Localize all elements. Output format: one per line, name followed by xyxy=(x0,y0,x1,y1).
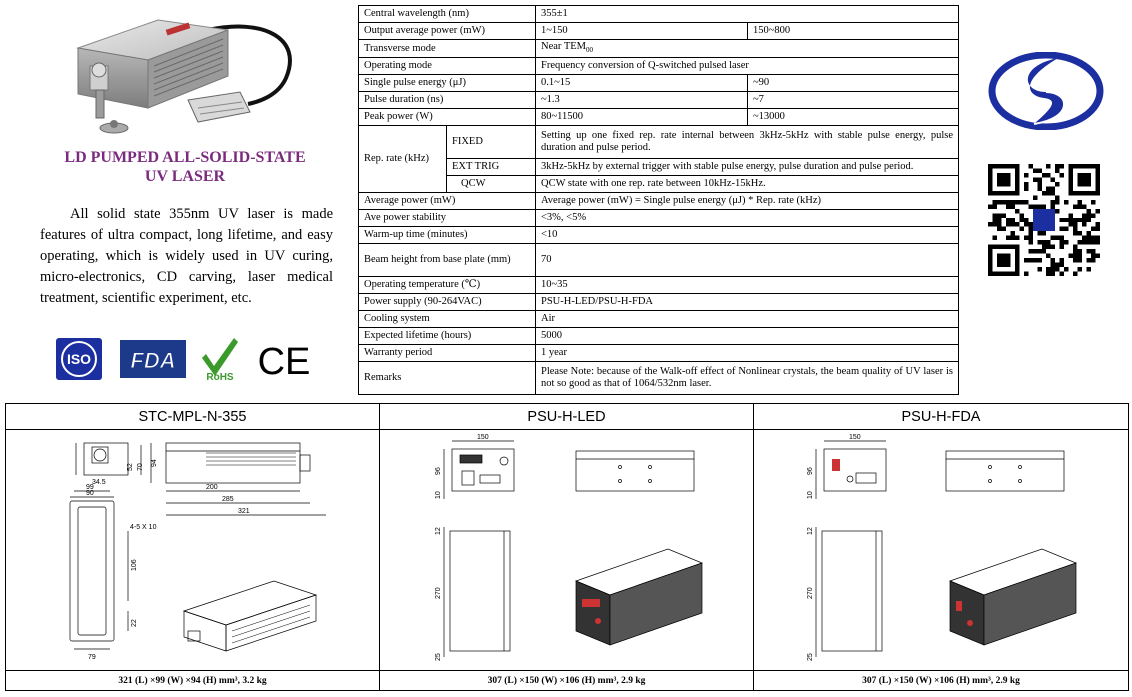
rep-rate-mode-label: QCW xyxy=(447,176,536,193)
iso-logo-icon xyxy=(56,338,102,380)
spec-label: Output average power (mW) xyxy=(359,23,536,40)
spec-value: 80~11500 xyxy=(536,109,748,126)
spec-label: Rep. rate (kHz) xyxy=(359,126,447,193)
dim-label: 150 xyxy=(849,434,861,441)
spec-value: 3kHz-5kHz by external trigger with stable pulse energy, pulse duration and pulse period. xyxy=(536,159,959,176)
dim-label: 79 xyxy=(88,654,96,661)
spec-value: 70 xyxy=(536,244,959,277)
dim-label: 52 xyxy=(127,463,134,471)
table-row xyxy=(359,40,959,58)
drawing-panel-laser xyxy=(6,404,380,690)
isometric-view xyxy=(184,581,316,651)
spec-label: Operating mode xyxy=(359,58,536,75)
psu-top-view xyxy=(822,531,882,651)
rep-rate-mode-label: FIXED xyxy=(447,126,536,159)
psu-side-view xyxy=(576,451,694,491)
table-row xyxy=(359,92,959,109)
psu-top-view xyxy=(450,531,510,651)
spec-value: Setting up one fixed rep. rate internal between 3kHz-5kHz with stable pulse energy, pulse duration and pulse period. xyxy=(536,126,959,159)
psu-side-view xyxy=(946,451,1064,491)
spec-label: Cooling system xyxy=(359,311,536,328)
drawing-title: PSU-H-FDA xyxy=(754,404,1128,430)
drawing-panel-psu-fda xyxy=(754,404,1128,690)
table-row xyxy=(359,294,959,311)
spec-label: Peak power (W) xyxy=(359,109,536,126)
drawing-footer: 321 (L) ×99 (W) ×94 (H) mm³, 3.2 kg xyxy=(6,670,379,690)
product-title-line2: UV LASER xyxy=(144,168,226,185)
spec-value: Air xyxy=(536,311,959,328)
tem-subscript: 00 xyxy=(586,46,593,55)
spec-label: Power supply (90-264VAC) xyxy=(359,294,536,311)
dim-label: 4-5 X 10 xyxy=(130,524,157,531)
drawing-panel-psu-led xyxy=(380,404,754,690)
psu-led-dimension-drawing xyxy=(380,431,754,669)
product-title-line1: LD PUMPED ALL-SOLID-STATE xyxy=(64,149,306,166)
dim-label: 90 xyxy=(86,490,94,497)
table-row xyxy=(359,159,959,176)
dim-label: 25 xyxy=(435,653,442,661)
dim-label: 96 xyxy=(435,467,442,475)
dim-label: 10 xyxy=(807,491,814,499)
table-row xyxy=(359,58,959,75)
spec-value: ~1.3 xyxy=(536,92,748,109)
drawing-title: PSU-H-LED xyxy=(380,404,753,430)
spec-value: 355±1 xyxy=(536,6,959,23)
spec-value: 5000 xyxy=(536,328,959,345)
spec-value: ~13000 xyxy=(748,109,959,126)
fda-logo-icon xyxy=(120,340,186,378)
table-row xyxy=(359,345,959,362)
laser-dimension-drawing xyxy=(6,431,380,669)
table-row xyxy=(359,176,959,193)
drawing-footer: 307 (L) ×150 (W) ×106 (H) mm³, 2.9 kg xyxy=(754,670,1128,690)
ce-logo-icon xyxy=(258,341,311,382)
dim-label: 22 xyxy=(131,619,138,627)
tem-prefix: Near TEM xyxy=(541,41,586,52)
spec-value: Average power (mW) = Single pulse energy (μJ) * Rep. rate (kHz) xyxy=(536,193,959,210)
spec-label: Remarks xyxy=(359,362,536,395)
dim-label: 12 xyxy=(435,527,442,535)
dim-label: 270 xyxy=(807,587,814,599)
drawing-footer: 307 (L) ×150 (W) ×106 (H) mm³, 2.9 kg xyxy=(380,670,753,690)
psu-isometric-view xyxy=(950,549,1076,645)
dim-label: 96 xyxy=(807,467,814,475)
spec-value: PSU-H-LED/PSU-H-FDA xyxy=(536,294,959,311)
table-row xyxy=(359,277,959,294)
dim-label: 285 xyxy=(222,496,234,503)
qr-code-icon xyxy=(988,164,1100,276)
spec-label: Central wavelength (nm) xyxy=(359,6,536,23)
spec-value: QCW state with one rep. rate between 10kHz-15kHz. xyxy=(536,176,959,193)
spec-label: Pulse duration (ns) xyxy=(359,92,536,109)
psu-fda-dimension-drawing xyxy=(754,431,1128,669)
spec-value xyxy=(536,40,959,58)
rohs-logo-text: RoHS xyxy=(206,372,234,382)
table-row xyxy=(359,126,959,159)
dim-label: 150 xyxy=(477,434,489,441)
table-row xyxy=(359,244,959,277)
spec-label: Warranty period xyxy=(359,345,536,362)
spec-value: 0.1~15 xyxy=(536,75,748,92)
product-title xyxy=(20,148,350,186)
spec-value: 1 year xyxy=(536,345,959,362)
spec-value: 1~150 xyxy=(536,23,748,40)
dim-label: 321 xyxy=(238,508,250,515)
dim-label: 94 xyxy=(151,459,158,467)
dim-label: 34.5 xyxy=(92,479,106,486)
dim-label: 10 xyxy=(435,491,442,499)
table-row xyxy=(359,328,959,345)
spec-value: Please Note: because of the Walk-off effect of Nonlinear crystals, the beam quality of UV laser is not so good as that of 1064/532nm laser. xyxy=(536,362,959,395)
iso-logo-text: ISO xyxy=(66,351,92,367)
dim-label: 12 xyxy=(807,527,814,535)
spec-label: Transverse mode xyxy=(359,40,536,58)
spec-value: 150~800 xyxy=(748,23,959,40)
table-row xyxy=(359,227,959,244)
spec-value: <10 xyxy=(536,227,959,244)
dim-label: 106 xyxy=(131,559,138,571)
psu-isometric-view xyxy=(576,549,702,645)
spec-label: Single pulse energy (μJ) xyxy=(359,75,536,92)
dim-label: 25 xyxy=(807,653,814,661)
dim-label: 70 xyxy=(137,463,144,471)
dim-label: 200 xyxy=(206,484,218,491)
spec-value: 10~35 xyxy=(536,277,959,294)
table-row xyxy=(359,210,959,227)
spec-label: Ave power stability xyxy=(359,210,536,227)
front-view-outline xyxy=(84,443,128,475)
rohs-logo-icon xyxy=(202,338,238,382)
table-row xyxy=(359,23,959,40)
ce-logo-text: CE xyxy=(257,341,311,382)
certification-logos xyxy=(56,336,316,382)
table-row xyxy=(359,311,959,328)
drawing-title: STC-MPL-N-355 xyxy=(6,404,379,430)
rep-rate-mode-label: EXT TRIG xyxy=(447,159,536,176)
side-view-outline xyxy=(166,443,300,483)
spec-value: ~90 xyxy=(748,75,959,92)
top-view-outline xyxy=(70,501,114,641)
table-row xyxy=(359,193,959,210)
fda-logo-text: FDA xyxy=(130,348,176,373)
laser-product-photo xyxy=(58,8,308,140)
spec-label: Average power (mW) xyxy=(359,193,536,210)
dim-label: 270 xyxy=(435,587,442,599)
table-row xyxy=(359,362,959,395)
spec-value: Frequency conversion of Q-switched pulsed laser xyxy=(536,58,959,75)
dimension-drawings xyxy=(5,403,1129,691)
spec-label: Beam height from base plate (mm) xyxy=(359,244,536,277)
table-row xyxy=(359,75,959,92)
spec-label: Warm-up time (minutes) xyxy=(359,227,536,244)
spec-value: ~7 xyxy=(748,92,959,109)
table-row xyxy=(359,109,959,126)
spec-label: Expected lifetime (hours) xyxy=(359,328,536,345)
dim-label: 99 xyxy=(86,484,94,491)
spec-value: <3%, <5% xyxy=(536,210,959,227)
spec-label: Operating temperature (℃) xyxy=(359,277,536,294)
spec-table xyxy=(358,5,959,395)
product-description: All solid state 355nm UV laser is made features of ultra compact, long lifetime, and easy operating, which is widely used in UV curing, micro-electronics, CD carving, laser medical treatment, scientific experiment, etc. xyxy=(40,206,333,306)
brand-logo-icon xyxy=(988,52,1104,130)
table-row xyxy=(359,6,959,23)
